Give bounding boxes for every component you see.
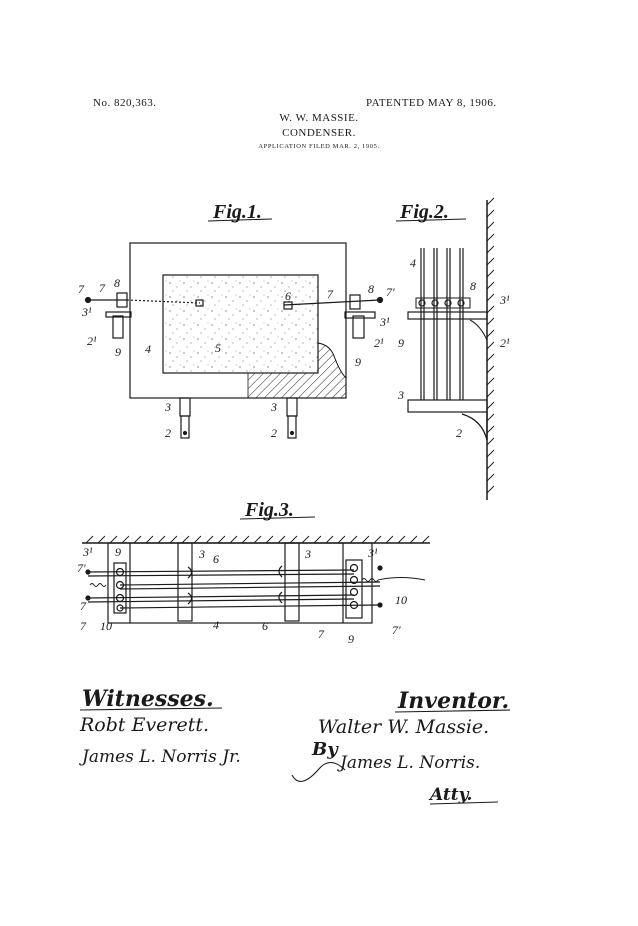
by-label: By [312, 739, 338, 760]
fig1-ref: 8 [114, 276, 120, 290]
fig2-ref: 2 [456, 426, 462, 440]
fig3-ref: 9 [348, 632, 354, 646]
fig1-ref: 9 [115, 345, 121, 359]
fig1-ref: 7' [386, 285, 395, 299]
figure-3 [82, 499, 430, 623]
fig1-ref: 3¹ [380, 315, 390, 329]
fig1-ref: 3 [271, 400, 277, 414]
fig1-ref: 5 [215, 341, 221, 355]
signature-block [79, 686, 509, 805]
application-filed-line: APPLICATION FILED MAR. 2, 1905. [258, 143, 380, 150]
fig3-ref: 6 [262, 619, 268, 633]
fig1-ref: 2 [271, 426, 277, 440]
inventor-label: Inventor. [398, 688, 510, 714]
fig1-ref: 7 [99, 281, 105, 295]
patent-number: No. 820,363. [93, 97, 157, 109]
fig2-ref: 2¹ [500, 336, 510, 350]
fig1-inner-sheet [163, 275, 318, 373]
fig3-ref: 3 [305, 547, 311, 561]
fig3-label: Fig.3. [245, 499, 294, 521]
fig1-ref: 9 [355, 355, 361, 369]
fig2-lower-shelf [408, 400, 487, 412]
fig3-ref: 3¹ [368, 546, 378, 560]
figure-1 [86, 201, 383, 438]
fig3-ref: 7' [77, 561, 86, 575]
fig3-ref: 7 [318, 627, 324, 641]
fig3-ref: 3¹ [83, 545, 93, 559]
patent-title: CONDENSER. [282, 127, 356, 139]
fig1-ref: 7 [327, 287, 333, 301]
figure-2 [396, 198, 494, 500]
witnesses-label: Witnesses. [82, 686, 214, 712]
fig3-ref: 9 [115, 545, 121, 559]
fig3-ref: 7' [392, 623, 401, 637]
witness-1-signature: Robt Everett. [80, 714, 210, 736]
fig1-ref: 3¹ [82, 305, 92, 319]
fig2-label: Fig.2. [400, 201, 449, 223]
inventor-name-header: W. W. MASSIE. [279, 112, 359, 124]
fig3-ref: 3 [199, 547, 205, 561]
fig3-ref: 10 [100, 619, 112, 633]
fig2-ref: 4 [410, 256, 416, 270]
fig1-ref: 2¹ [374, 336, 384, 350]
fig2-ref: 9 [398, 336, 404, 350]
attorney-label: Atty. [430, 785, 473, 805]
attorney-signature: James L. Norris. [340, 753, 481, 773]
fig1-ref: 4 [145, 342, 151, 356]
fig3-ref: 7 [80, 619, 86, 633]
fig3-ref: 4 [213, 618, 219, 632]
fig1-ref: 8 [368, 282, 374, 296]
witness-2-signature: James L. Norris Jr. [82, 747, 241, 767]
fig1-ref: 6 [285, 289, 291, 303]
fig2-ref: 3¹ [500, 293, 510, 307]
fig3-ref: 7 [80, 599, 86, 613]
fig3-ref: 6 [213, 552, 219, 566]
fig1-ref: 2¹ [87, 334, 97, 348]
inventor-signature: Walter W. Massie. [318, 716, 490, 738]
fig1-label: Fig.1. [213, 201, 262, 223]
fig2-ref: 3 [398, 388, 404, 402]
fig1-ref: 2 [165, 426, 171, 440]
fig3-ref: 10 [395, 593, 407, 607]
fig1-ref: 7 [78, 282, 84, 296]
fig2-ref: 8 [470, 279, 476, 293]
patent-date: PATENTED MAY 8, 1906. [366, 97, 497, 109]
fig1-ref: 3 [165, 400, 171, 414]
